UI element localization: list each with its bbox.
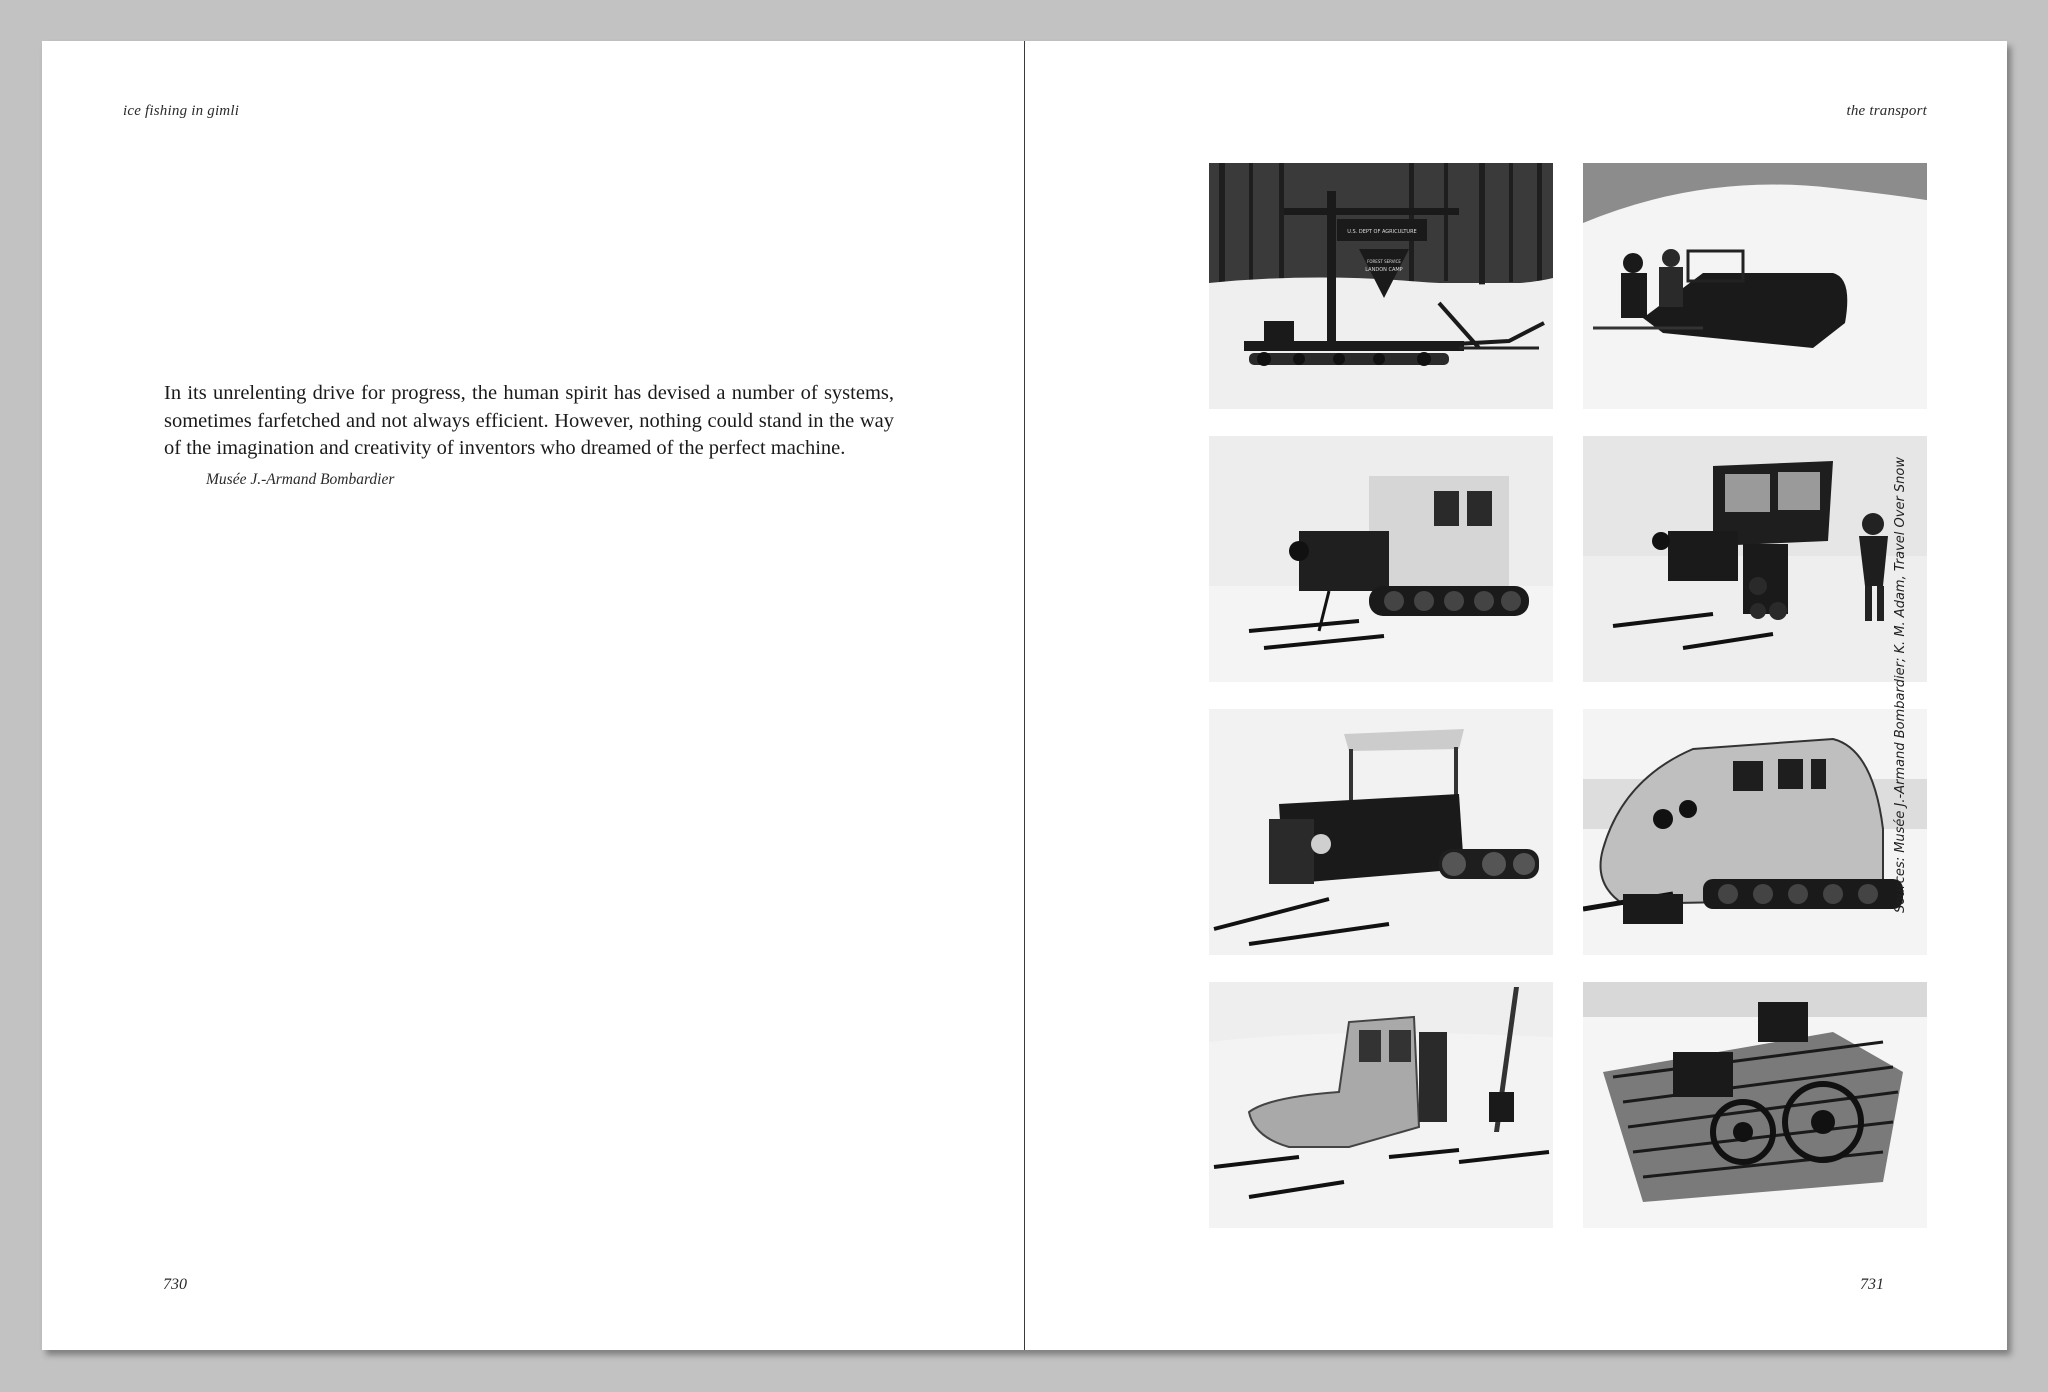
- photo-touring-car: [1209, 709, 1553, 955]
- epigraph-text: In its unrelenting drive for progress, the human spirit has devised a number of systems, sometimes farfetched and not always efficient. However, nothing could stand in the way of the imagination and creativity of inventors who dreamed of the perfect machine.: [164, 382, 894, 459]
- page-number-right: 731: [1860, 1276, 1884, 1293]
- sources-credit: Sources: Musée J.-Armand Bombardier; K. M. Adam, Travel Over Snow: [1893, 457, 1908, 914]
- sign-text-line-3: LANDON CAMP: [1365, 267, 1403, 273]
- photo-open-snow-vehicle: [1583, 163, 1927, 409]
- running-head-right: the transport: [1846, 103, 1927, 119]
- photo-tracked-sled: [1209, 163, 1553, 409]
- book-spread: [42, 41, 2007, 1350]
- right-page: [1025, 41, 2007, 1350]
- photo-track-chassis: [1583, 982, 1927, 1228]
- photo-half-track-cab: [1209, 436, 1553, 682]
- sign-text-line-1: U.S. DEPT OF AGRICULTURE: [1347, 229, 1417, 235]
- page-number-left: 730: [163, 1276, 187, 1293]
- left-page: [42, 41, 1024, 1350]
- epigraph: [164, 380, 894, 489]
- photo-propeller-sled: [1209, 982, 1553, 1228]
- sign-text-line-2: FOREST SERVICE: [1367, 259, 1401, 264]
- running-head-left: ice fishing in gimli: [123, 103, 240, 119]
- photo-enclosed-snowmobile: [1583, 709, 1927, 955]
- photo-converted-car: [1583, 436, 1927, 682]
- epigraph-credit: Musée J.-Armand Bombardier: [206, 470, 395, 488]
